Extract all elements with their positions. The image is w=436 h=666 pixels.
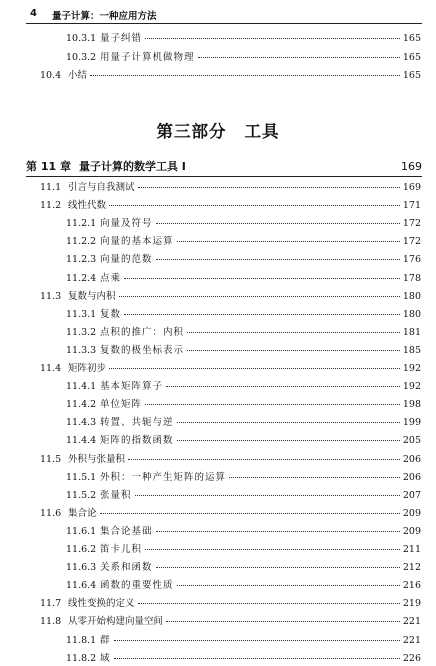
dot-leader bbox=[177, 241, 400, 242]
toc-entry[interactable] bbox=[66, 398, 421, 412]
dot-leader bbox=[114, 658, 400, 659]
entry-page: 178 bbox=[402, 272, 421, 284]
dot-leader bbox=[114, 640, 400, 641]
toc-entry[interactable] bbox=[66, 272, 421, 286]
entry-number: 11.8 bbox=[40, 616, 62, 628]
toc-entry[interactable] bbox=[40, 615, 421, 629]
entry-title: 外积：一种产生矩阵的运算 bbox=[100, 471, 227, 483]
entry-page: 219 bbox=[402, 598, 421, 610]
entry-page: 165 bbox=[402, 51, 421, 63]
entry-page: 221 bbox=[402, 616, 421, 628]
chapter-entry[interactable] bbox=[26, 158, 422, 174]
entry-number: 11.7 bbox=[40, 598, 62, 610]
entry-page: 165 bbox=[402, 70, 421, 81]
entry-title: 矩阵的指数函数 bbox=[100, 435, 174, 447]
entry-number: 11.8.1 bbox=[66, 634, 97, 646]
entry-page: 180 bbox=[402, 308, 421, 320]
entry-number: 11.2 bbox=[40, 200, 62, 212]
dot-leader bbox=[119, 296, 400, 297]
dot-leader bbox=[90, 75, 400, 76]
entry-number: 11.6.4 bbox=[66, 580, 97, 592]
dot-leader bbox=[145, 38, 400, 39]
dot-leader bbox=[156, 531, 400, 532]
entry-page: 185 bbox=[402, 344, 421, 356]
entry-page: 165 bbox=[402, 33, 421, 44]
dot-leader bbox=[177, 585, 400, 586]
entry-title: 向量及符号 bbox=[100, 218, 153, 230]
entry-number: 11.3.3 bbox=[66, 344, 97, 356]
toc-entry[interactable] bbox=[40, 290, 421, 304]
entry-page: 172 bbox=[402, 218, 421, 230]
chapter-title: 量子计算的数学工具 I bbox=[78, 160, 186, 173]
entry-page: 181 bbox=[402, 326, 421, 338]
entry-page: 192 bbox=[402, 363, 421, 374]
toc-entry[interactable] bbox=[66, 634, 421, 648]
entry-page: 169 bbox=[402, 182, 421, 193]
chapter-number: 第 11 章 bbox=[26, 160, 71, 173]
entry-number: 11.8.2 bbox=[66, 652, 97, 664]
chapter-rule bbox=[26, 176, 422, 177]
running-header bbox=[0, 0, 436, 26]
entry-page: 206 bbox=[402, 453, 421, 465]
entry-number: 11.2.4 bbox=[66, 272, 97, 284]
dot-leader bbox=[229, 477, 400, 478]
dot-leader bbox=[198, 57, 400, 58]
dot-leader bbox=[138, 187, 400, 188]
entry-number: 11.6 bbox=[40, 507, 62, 519]
entry-number: 10.3.2 bbox=[66, 51, 97, 63]
toc-entry[interactable] bbox=[66, 308, 421, 322]
dot-leader bbox=[138, 603, 400, 604]
header-rule bbox=[26, 23, 422, 24]
toc-entry[interactable] bbox=[66, 561, 421, 575]
toc-entry[interactable] bbox=[66, 579, 421, 593]
entry-number: 11.4 bbox=[40, 363, 62, 374]
entry-title: 复数的极坐标表示 bbox=[100, 344, 185, 356]
toc-entry[interactable] bbox=[66, 471, 421, 485]
entry-title: 复数与内积 bbox=[68, 290, 116, 302]
dot-leader bbox=[100, 513, 400, 514]
toc-entry[interactable] bbox=[40, 69, 421, 83]
dot-leader bbox=[135, 495, 400, 496]
entry-title: 向量的基本运算 bbox=[100, 236, 174, 248]
entry-number: 11.6.2 bbox=[66, 544, 97, 555]
entry-title: 矩阵初步 bbox=[68, 363, 107, 374]
entry-title: 基本矩阵算子 bbox=[100, 381, 164, 393]
dot-leader bbox=[177, 422, 400, 423]
entry-page: 221 bbox=[402, 634, 421, 646]
entry-title: 量子纠错 bbox=[100, 33, 143, 44]
dot-leader bbox=[156, 567, 400, 568]
entry-title: 点积的推广：内积 bbox=[100, 326, 185, 338]
entry-title: 集合论基础 bbox=[100, 525, 153, 537]
entry-page: 216 bbox=[402, 580, 421, 592]
running-title: 量子计算：一种应用方法 bbox=[52, 11, 157, 22]
entry-title: 群 bbox=[100, 634, 111, 646]
entry-title: 集合论 bbox=[68, 507, 97, 519]
dot-leader bbox=[156, 259, 400, 260]
entry-number: 11.6.1 bbox=[66, 525, 97, 537]
entry-title: 笛卡儿积 bbox=[100, 544, 143, 555]
dot-leader bbox=[187, 332, 400, 333]
entry-number: 11.2.1 bbox=[66, 218, 97, 230]
part-name: 工具 bbox=[244, 122, 280, 141]
dot-leader bbox=[156, 223, 400, 224]
entry-page: 176 bbox=[402, 254, 421, 266]
entry-title: 张量积 bbox=[100, 489, 132, 501]
dot-leader bbox=[145, 404, 400, 405]
entry-page: 207 bbox=[402, 489, 421, 501]
entry-number: 11.5 bbox=[40, 453, 62, 465]
entry-title: 单位矩阵 bbox=[100, 399, 143, 411]
entry-title: 点乘 bbox=[100, 272, 122, 284]
entry-number: 10.3.1 bbox=[66, 33, 97, 44]
toc-entry[interactable] bbox=[66, 344, 421, 358]
entry-number: 11.1 bbox=[40, 182, 62, 193]
entry-page: 209 bbox=[402, 507, 421, 519]
dot-leader bbox=[177, 440, 400, 441]
toc-entry[interactable] bbox=[66, 235, 421, 249]
dot-leader bbox=[124, 314, 400, 315]
entry-title: 线性变换的定义 bbox=[68, 598, 135, 610]
dot-leader bbox=[109, 205, 400, 206]
dot-leader bbox=[109, 368, 400, 369]
dot-leader bbox=[187, 350, 400, 351]
entry-title: 引言与自我测试 bbox=[68, 182, 135, 193]
entry-number: 11.2.3 bbox=[66, 254, 97, 266]
entry-title: 向量的范数 bbox=[100, 254, 153, 266]
entry-page: 212 bbox=[402, 562, 421, 574]
part-label: 第三部分 bbox=[156, 122, 227, 141]
entry-number: 11.3.1 bbox=[66, 308, 97, 320]
dot-leader bbox=[166, 621, 400, 622]
entry-number: 10.4 bbox=[40, 70, 62, 81]
page-number: 4 bbox=[30, 8, 37, 19]
toc-entry[interactable] bbox=[66, 32, 421, 46]
chapter-page: 169 bbox=[401, 160, 422, 173]
toc-entry[interactable] bbox=[66, 652, 421, 666]
toc-entry[interactable] bbox=[66, 326, 421, 340]
dot-leader bbox=[128, 459, 400, 460]
part-heading bbox=[0, 118, 436, 142]
dot-leader bbox=[124, 278, 400, 279]
entry-title: 外积与张量积 bbox=[68, 453, 126, 465]
toc-entry[interactable] bbox=[66, 51, 421, 65]
entry-number: 11.4.3 bbox=[66, 417, 97, 429]
toc-entry[interactable] bbox=[66, 489, 421, 503]
entry-page: 226 bbox=[402, 652, 421, 664]
toc-entry[interactable] bbox=[66, 416, 421, 430]
entry-title: 函数的重要性质 bbox=[100, 580, 174, 592]
entry-number: 11.6.3 bbox=[66, 562, 97, 574]
toc-entry[interactable] bbox=[40, 597, 421, 611]
entry-title: 关系和函数 bbox=[100, 562, 153, 574]
toc-entry[interactable] bbox=[40, 507, 421, 521]
entry-title: 复数 bbox=[100, 308, 122, 320]
toc-entry[interactable] bbox=[40, 453, 421, 467]
toc-entry[interactable] bbox=[66, 434, 421, 448]
entry-page: 206 bbox=[402, 471, 421, 483]
entry-page: 199 bbox=[402, 417, 421, 429]
entry-title: 从零开始构建向量空间 bbox=[68, 616, 164, 628]
toc-entry[interactable] bbox=[66, 253, 421, 267]
toc-entry[interactable] bbox=[40, 199, 421, 213]
toc-entry[interactable] bbox=[66, 217, 421, 231]
entry-number: 11.5.2 bbox=[66, 489, 97, 501]
entry-page: 171 bbox=[402, 200, 421, 212]
entry-page: 198 bbox=[402, 399, 421, 411]
entry-page: 180 bbox=[402, 290, 421, 302]
entry-number: 11.4.1 bbox=[66, 381, 97, 393]
entry-title: 用量子计算机做物理 bbox=[100, 51, 195, 63]
toc-entry[interactable] bbox=[40, 181, 421, 195]
entry-page: 172 bbox=[402, 236, 421, 248]
entry-page: 205 bbox=[402, 435, 421, 447]
entry-number: 11.3.2 bbox=[66, 326, 97, 338]
entry-page: 211 bbox=[402, 544, 421, 555]
toc-entry[interactable] bbox=[66, 543, 421, 557]
dot-leader bbox=[166, 386, 400, 387]
entry-number: 11.4.2 bbox=[66, 399, 97, 411]
entry-page: 209 bbox=[402, 525, 421, 537]
entry-title: 小结 bbox=[68, 70, 88, 81]
entry-number: 11.3 bbox=[40, 290, 62, 302]
entry-page: 192 bbox=[402, 381, 421, 393]
entry-title: 转置、共轭与逆 bbox=[100, 417, 174, 429]
toc-entry[interactable] bbox=[66, 380, 421, 394]
entry-number: 11.5.1 bbox=[66, 471, 97, 483]
entry-number: 11.2.2 bbox=[66, 236, 97, 248]
toc-entry[interactable] bbox=[66, 525, 421, 539]
entry-number: 11.4.4 bbox=[66, 435, 97, 447]
dot-leader bbox=[145, 549, 400, 550]
entry-title: 域 bbox=[100, 652, 111, 664]
toc-entry[interactable] bbox=[40, 362, 421, 376]
entry-title: 线性代数 bbox=[68, 200, 107, 212]
